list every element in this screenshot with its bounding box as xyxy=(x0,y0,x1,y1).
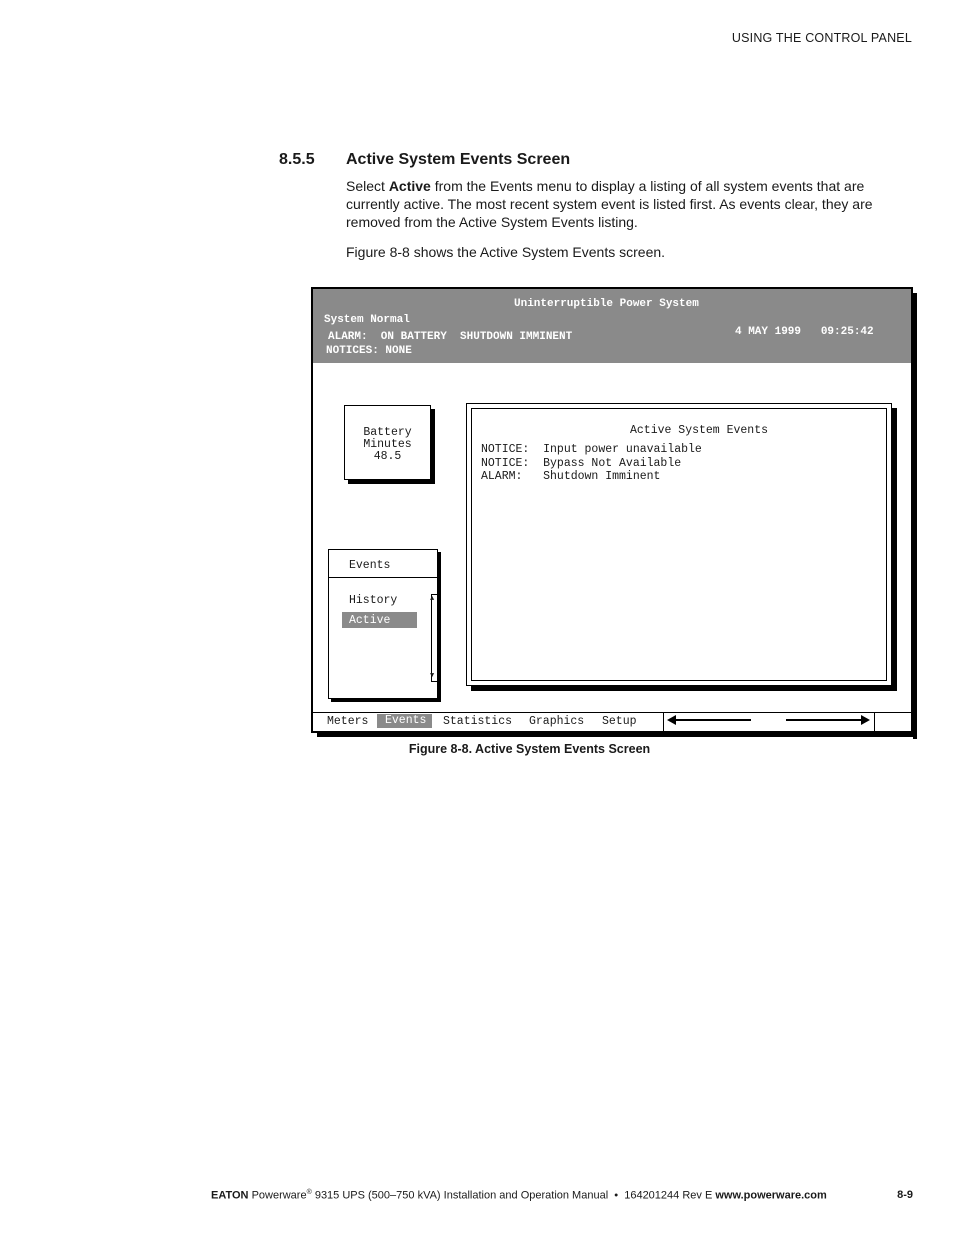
scroll-left-arrow-icon[interactable] xyxy=(675,719,751,721)
arrow-head-left xyxy=(667,715,676,725)
scroll-right-arrow-icon[interactable] xyxy=(786,719,862,721)
events-menu-header-label: Events xyxy=(349,559,391,572)
screen-shadow-right xyxy=(913,293,917,739)
battery-label-1: Battery xyxy=(363,426,412,439)
page-number: 8-9 xyxy=(897,1189,913,1201)
battery-label-2: Minutes xyxy=(363,438,412,451)
section-number: 8.5.5 xyxy=(279,151,315,168)
menu-item-active[interactable] xyxy=(342,612,417,628)
footer-product: Powerware xyxy=(251,1189,307,1202)
screen-shadow-bottom xyxy=(317,733,917,737)
control-panel-screen xyxy=(311,287,913,733)
section-title: Active System Events Screen xyxy=(346,151,571,168)
event-line: ALARM: Shutdown Imminent xyxy=(481,470,661,483)
scroll-up-arrow-icon[interactable]: ▲ xyxy=(430,595,435,603)
footer-url: www.powerware.com xyxy=(715,1189,827,1202)
footer-brand: EATON xyxy=(211,1189,249,1202)
screen-title: Uninterruptible Power System xyxy=(514,298,699,310)
battery-minutes-value: 48.5 xyxy=(373,450,402,463)
body-paragraph-2: Figure 8-8 shows the Active System Events screen. xyxy=(346,244,666,260)
tab-bar xyxy=(313,712,911,731)
running-header: USING THE CONTROL PANEL xyxy=(731,31,912,45)
events-menu xyxy=(328,549,438,699)
section-heading xyxy=(279,151,570,169)
para1-text-b: from the Events menu to display a listing of all system events that are currently active. The most recent system event is listed first. As events clear, they are removed from the Active System Events listing. xyxy=(346,178,873,230)
arrow-head-right xyxy=(861,715,870,725)
para1-bold-term: Active xyxy=(388,178,431,194)
footer-registered-mark: ® xyxy=(306,1189,312,1196)
tab-setup[interactable]: Setup xyxy=(602,715,637,728)
alarm-line: ALARM: ON BATTERY SHUTDOWN IMMINENT xyxy=(328,331,573,343)
menu-scrollbar[interactable] xyxy=(431,594,438,682)
system-status: System Normal xyxy=(324,314,410,326)
menu-item-history[interactable]: History xyxy=(349,594,398,607)
events-menu-header xyxy=(329,550,437,578)
scroll-down-arrow-icon[interactable]: ▼ xyxy=(430,672,435,680)
tab-separator xyxy=(663,713,664,731)
date-time: 4 MAY 1999 09:25:42 xyxy=(735,326,874,338)
tab-statistics[interactable]: Statistics xyxy=(443,715,513,728)
battery-minutes-box xyxy=(344,405,431,480)
tab-meters[interactable]: Meters xyxy=(327,715,369,728)
body-paragraph-1 xyxy=(346,177,916,231)
event-line: NOTICE: Input power unavailable xyxy=(481,443,702,456)
notices-line: NOTICES: NONE xyxy=(326,345,412,357)
page-footer xyxy=(211,1189,827,1202)
event-line: NOTICE: Bypass Not Available xyxy=(481,457,682,470)
tab-events[interactable]: Events xyxy=(377,714,432,728)
active-events-title: Active System Events xyxy=(629,424,769,437)
active-events-window xyxy=(466,403,892,686)
status-bar xyxy=(313,289,911,363)
tab-graphics[interactable]: Graphics xyxy=(529,715,585,728)
tab-separator xyxy=(874,713,875,731)
menu-item-active-label: Active xyxy=(349,614,391,627)
para1-text-a: Select xyxy=(346,178,389,194)
figure-caption: Figure 8-8. Active System Events Screen xyxy=(408,742,651,756)
footer-manual-info: 9315 UPS (500–750 kVA) Installation and Operation Manual • 164201244 Rev E xyxy=(311,1189,716,1202)
